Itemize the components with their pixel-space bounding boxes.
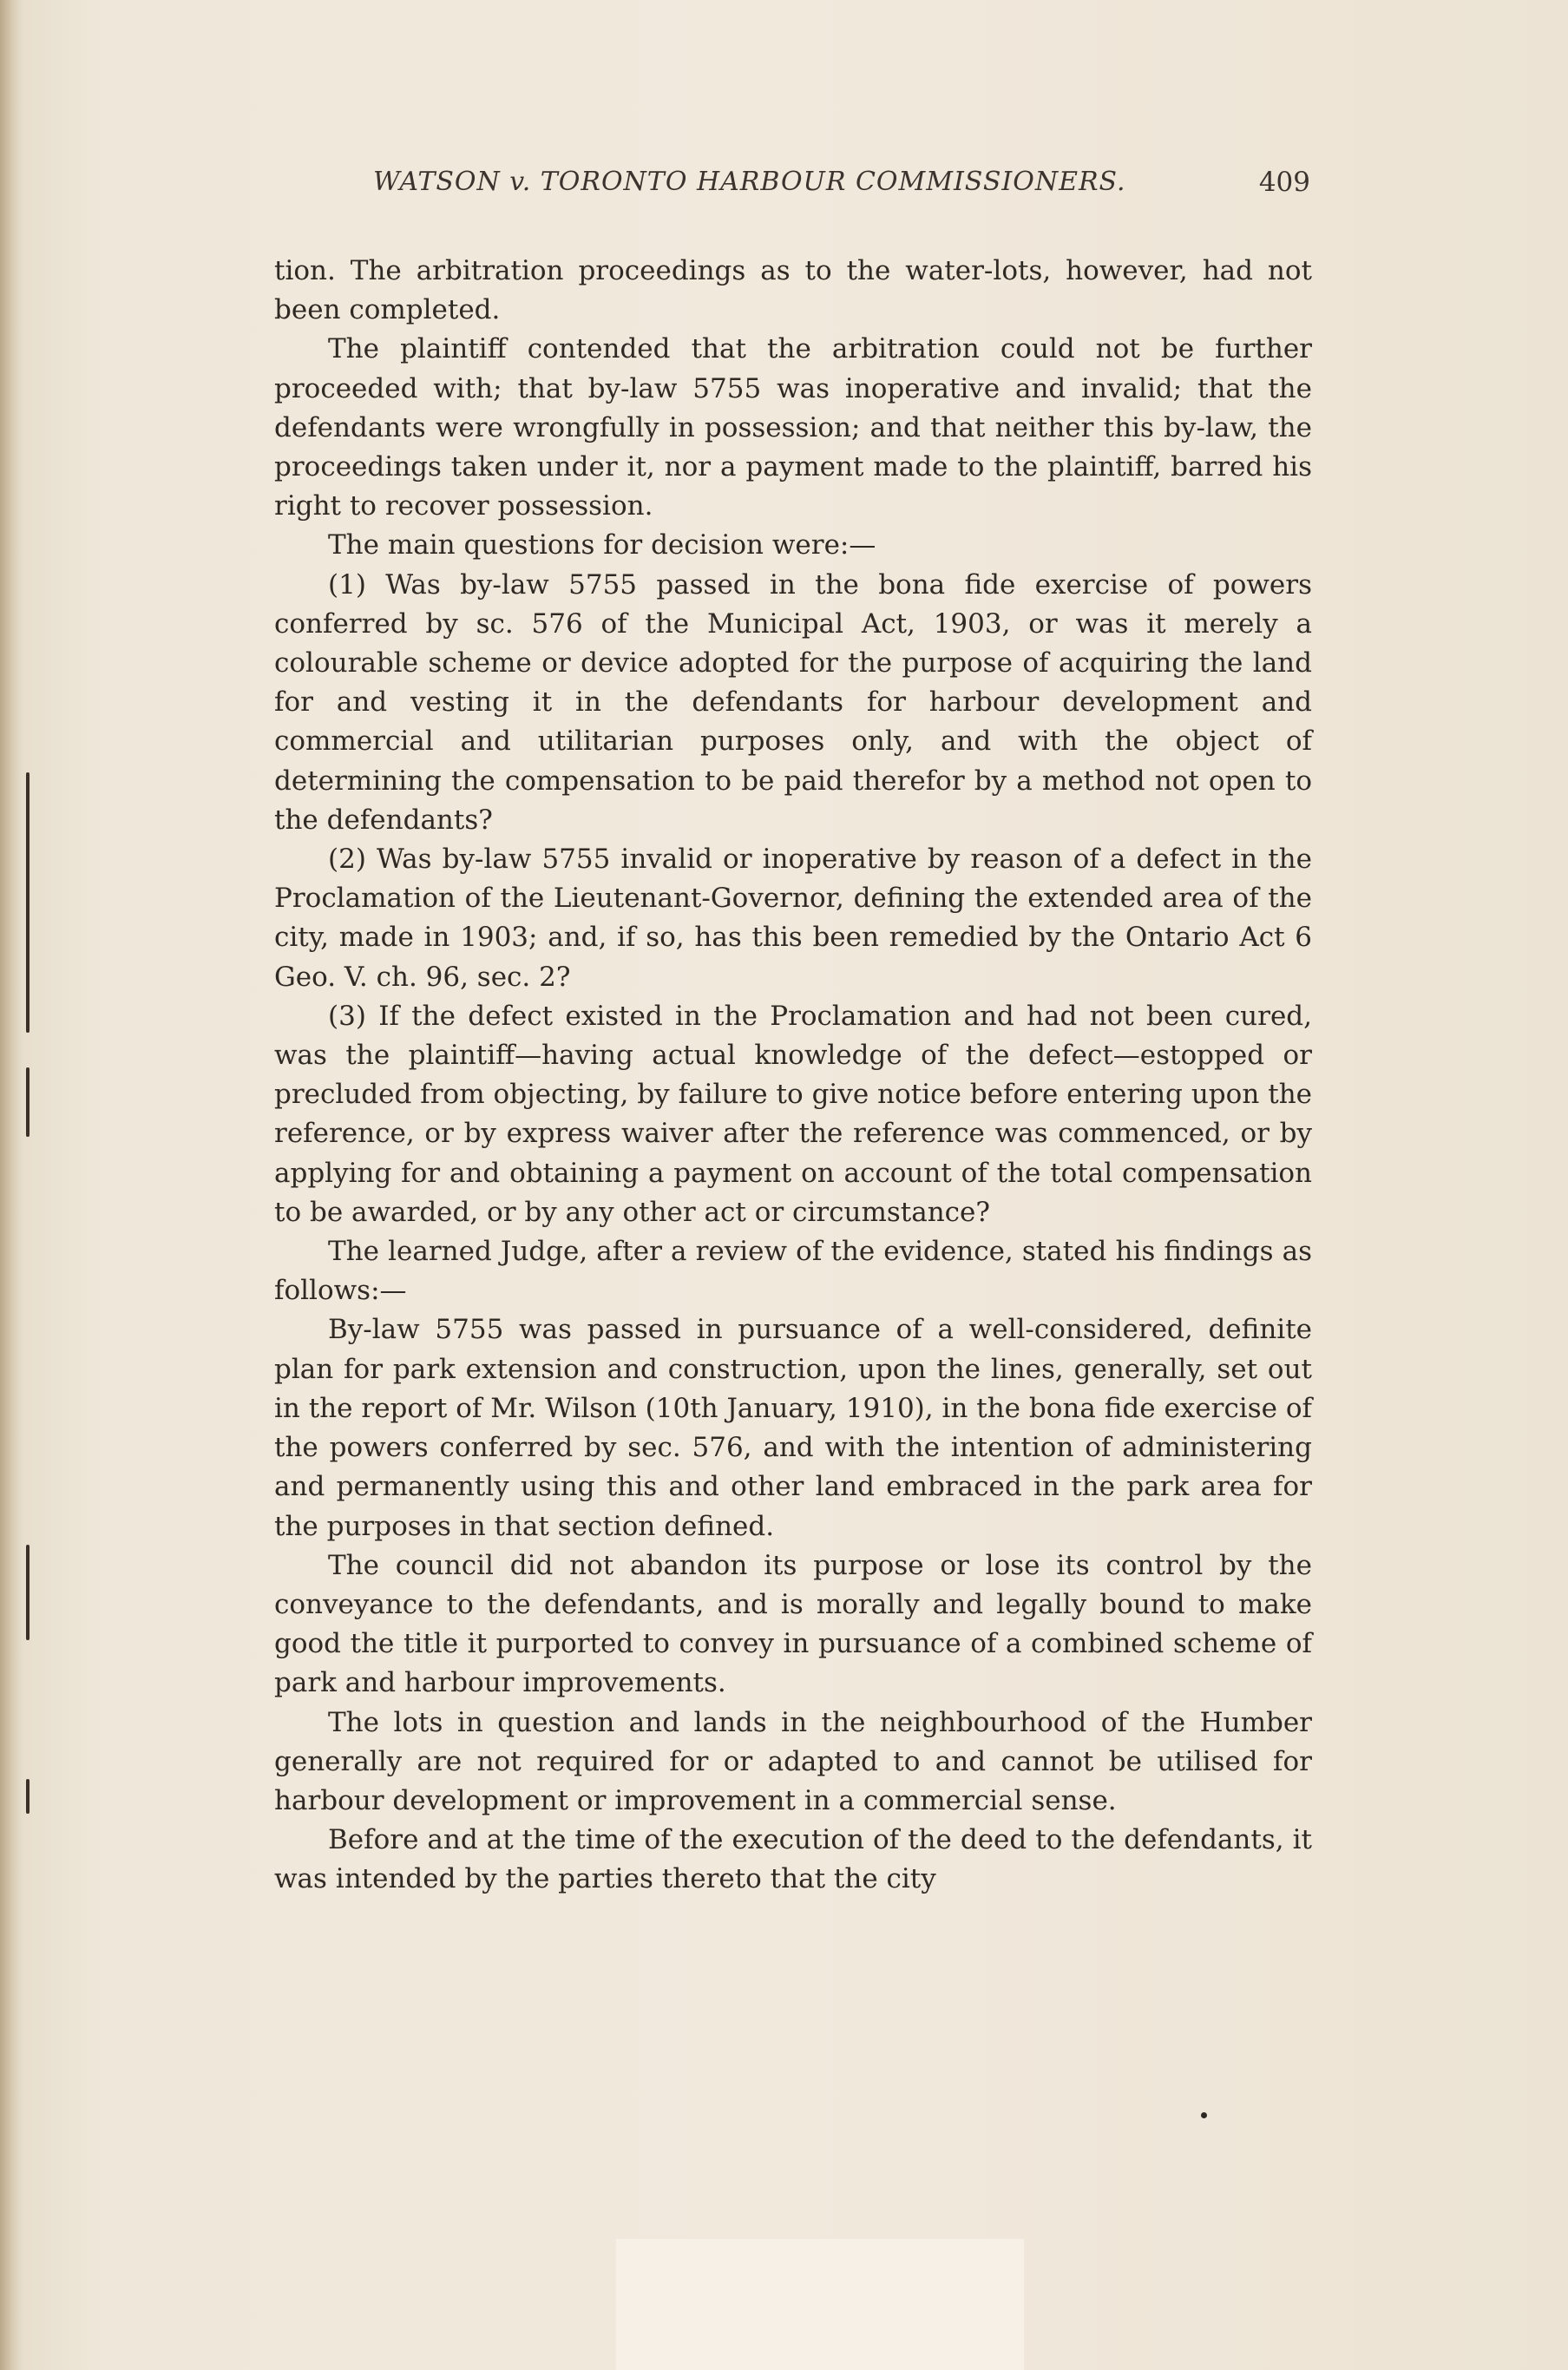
paragraph: (3) If the defect existed in the Proclamation and had not been cured, was the plaintiff—having actual knowledge of the defect—estopped or precluded from objecting, by failure to give notice before entering upon the reference, or by express waiver after the reference was commenced, or by applying for and obtaining a payment on account of the total compensation to be awarded, or by any other act or circumstance?	[274, 1000, 1312, 1228]
paragraph: tion. The arbitration proceedings as to the water-lots, however, had not been completed.	[274, 255, 1312, 326]
margin-mark	[26, 1545, 30, 1640]
body-text	[274, 252, 1312, 1900]
paragraph: The learned Judge, after a review of the evidence, stated his findings as follows:—	[274, 1236, 1312, 1307]
margin-mark	[26, 1067, 30, 1137]
paragraph: (2) Was by-law 5755 invalid or inoperative by reason of a defect in the Proclamation of the Lieutenant-Governor, defining the extended area of the city, made in 1903; and, if so, has this been remedied by the Ontario Act 6 Geo. V. ch. 96, sec. 2?	[274, 844, 1312, 993]
margin-mark	[26, 772, 30, 1033]
paper-patch	[616, 2239, 1024, 2370]
paragraph: The plaintiff contended that the arbitration could not be further proceeded with; that by-law 5755 was inoperative and invalid; that the defendants were wrongfully in possession; and that neither this by-law, the proceedings taken under it, nor a payment made to the plaintiff, barred his right to recover possession.	[274, 333, 1312, 522]
paragraph: The lots in question and lands in the neighbourhood of the Humber generally are not required for or adapted to and cannot be utilised for harbour development or improvement in a commercial sense.	[274, 1706, 1312, 1816]
paragraph: (1) Was by-law 5755 passed in the bona fide exercise of powers conferred by sc. 576 of the Municipal Act, 1903, or was it merely a colourable scheme or device adopted for the purpose of acquiring the land for and vesting it in the defendants for harbour development and commercial and utilitarian purposes only, and with the object of determining the compensation to be paid therefor by a method not open to the defendants?	[274, 568, 1312, 836]
page-spine-shadow	[0, 0, 23, 2370]
ink-speck	[1201, 2112, 1207, 2118]
margin-mark	[26, 1779, 30, 1814]
paragraph: The main questions for decision were:—	[328, 529, 876, 561]
paragraph: Before and at the time of the execution of the deed to the defendants, it was intended by the parties thereto that the city	[274, 1824, 1312, 1895]
paragraph: By-law 5755 was passed in pursuance of a well-considered, definite plan for park extension and construction, upon the lines, generally, set out in the report of Mr. Wilson (10th January, 1910), in the bona fide exercise of the powers conferred by sec. 576, and with the intention of administering and permanently using this and other land embraced in the park area for the purposes in that section defined.	[274, 1314, 1312, 1542]
paragraph: The council did not abandon its purpose or lose its control by the conveyance to the defendants, and is morally and legally bound to make good the title it purported to convey in pursuance of a combined scheme of park and harbour improvements.	[274, 1549, 1312, 1699]
page-number: 409	[1258, 167, 1310, 198]
page-header	[373, 167, 1310, 213]
running-head: WATSON v. TORONTO HARBOUR COMMISSIONERS.	[373, 167, 1126, 197]
